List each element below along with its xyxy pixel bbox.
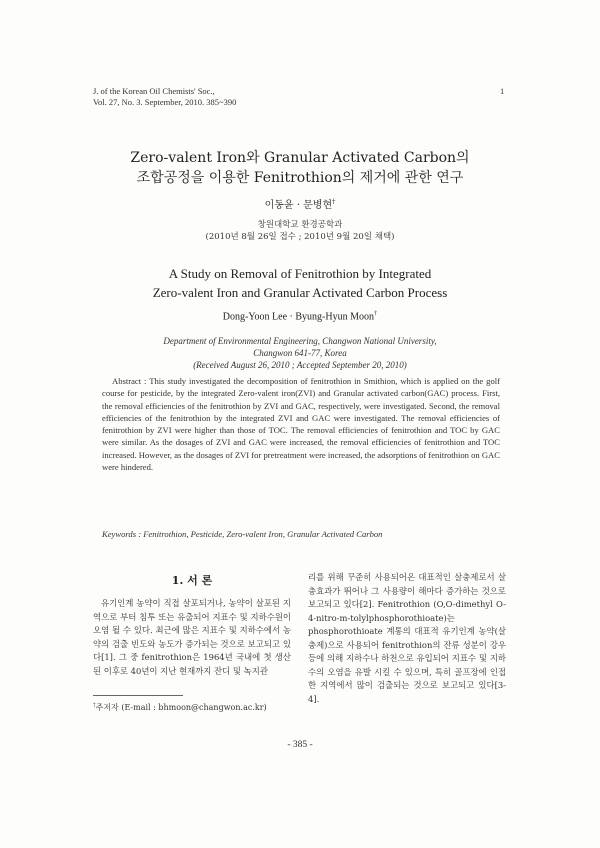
authors-korean [0,196,600,211]
abstract-label: Abstract : [112,376,147,386]
keywords-text: Fenitrothion, Pesticide, Zero-valent Iron, Granular Activated Carbon [143,529,383,539]
affiliation-korean [0,219,600,243]
title-english-line1: A Study on Removal of Fenitrothion by Integrated [168,266,432,281]
corresponding-author-mark-en: † [373,310,378,317]
corresponding-author-mark: † [332,197,336,206]
affiliation-english-city: Changwon 641-77, Korea [253,348,347,358]
authors-korean-names: 이동윤 · 문병현 [264,200,333,211]
affiliation-english [0,335,600,371]
footnote [93,702,267,713]
affiliation-english-dept: Department of Environmental Engineering, Changwon National University, [163,336,437,346]
page-number-top: 1 [500,86,505,96]
affiliation-korean-dates: (2010년 8월 26일 접수 ; 2010년 9월 20일 채택) [205,232,395,242]
title-english-line2: Zero-valent Iron and Granular Activated Carbon Process [152,285,448,300]
journal-volume: Vol. 27, No. 3. September, 2010. 385~390 [93,97,237,107]
body-column-right: 리를 위해 꾸준히 사용되어온 대표적인 살충제로서 살충효과가 뛰어나 그 사용량이 해마다 증가하는 것으로 보고되고 있다[2]. Fenitrothion (O,O-dimethyl O-4-nitro-m-tolylphosphorothioate)는 phosphorothioate 계통의 대표적 유기인계 농약(살충제)으로 사용되어 fenitrothion의 잔류 성분이 강우 등에 의해 지하수나 하천으로 유입되어 지표수 및 지하수의 오염을 유발 시킬 수 있으며, 특히 골프장에 인접한 지역에서 많이 검출되는 것으로 보고되고 있다[3-4]. [308,572,506,704]
keywords-label: Keywords : [102,529,142,539]
title-korean-line1: Zero-valent Iron와 Granular Activated Carbon의 [130,150,470,166]
keywords [102,529,500,539]
page-number-footer: - 385 - [287,740,313,750]
footnote-divider [93,695,183,696]
authors-english [0,310,600,322]
authors-english-names: Dong-Yoon Lee · Byung-Hyun Moon [222,311,374,323]
footnote-text: 주저자 (E-mail : bhmoon@changwon.ac.kr) [95,703,267,712]
title-korean-line2: 조합공정을 이용한 Fenitrothion의 제거에 관한 연구 [136,170,464,186]
journal-citation [93,86,236,108]
affiliation-korean-dept: 창원대학교 환경공학과 [257,220,343,230]
title-korean [0,148,600,188]
footnote-mark: † [93,702,96,709]
abstract-text: This study investigated the decomposition of fenitrothion in Smithion, which is applied on the golf course for pesticide, by the integrated Zero-valent iron(ZVI) and Granular activated carbon(GAC) process. First, the removal efficiencies of the fenitrothion by ZVI and GAC, respectively, were investigated. Second, the removal efficiencies of the fenitrothion by the integrated ZVI and GAC were investigated. The removal efficiencies of fenitrothion by ZVI were higher than those of TOC. The removal efficiencies of fenitrothion and TOC by GAC were similar. As the dosages of ZVI and GAC were increased, the removal efficiencies of fenitrothion and TOC increased. However, as the dosages of ZVI for pretreatment were increased, the adsorptions of fenitrothion on GAC were hindered. [102,376,501,473]
abstract [102,375,500,473]
journal-name: J. of the Korean Oil Chemists' Soc., [93,86,215,96]
title-english [0,264,600,302]
section-heading-introduction: 1. 서 론 [171,574,213,587]
body-column-left: 유기인계 농약이 직접 살포되거나, 농약이 살포된 지역으로 부터 침투 또는 유출되어 지표수 및 지하수원이 오염 될 수 있다. 최근에 많은 지표수 및 지하수에서 농약의 검출 빈도와 농도가 증가되는 것으로 보고되고 있다[1]. 그 중 fenitrothion은 1964년 국내에 첫 생산된 이후로 40년이 지난 현재까지 잔디 및 녹지관 [93,598,291,676]
affiliation-english-dates: (Received August 26, 2010 ; Accepted September 20, 2010) [193,360,407,370]
